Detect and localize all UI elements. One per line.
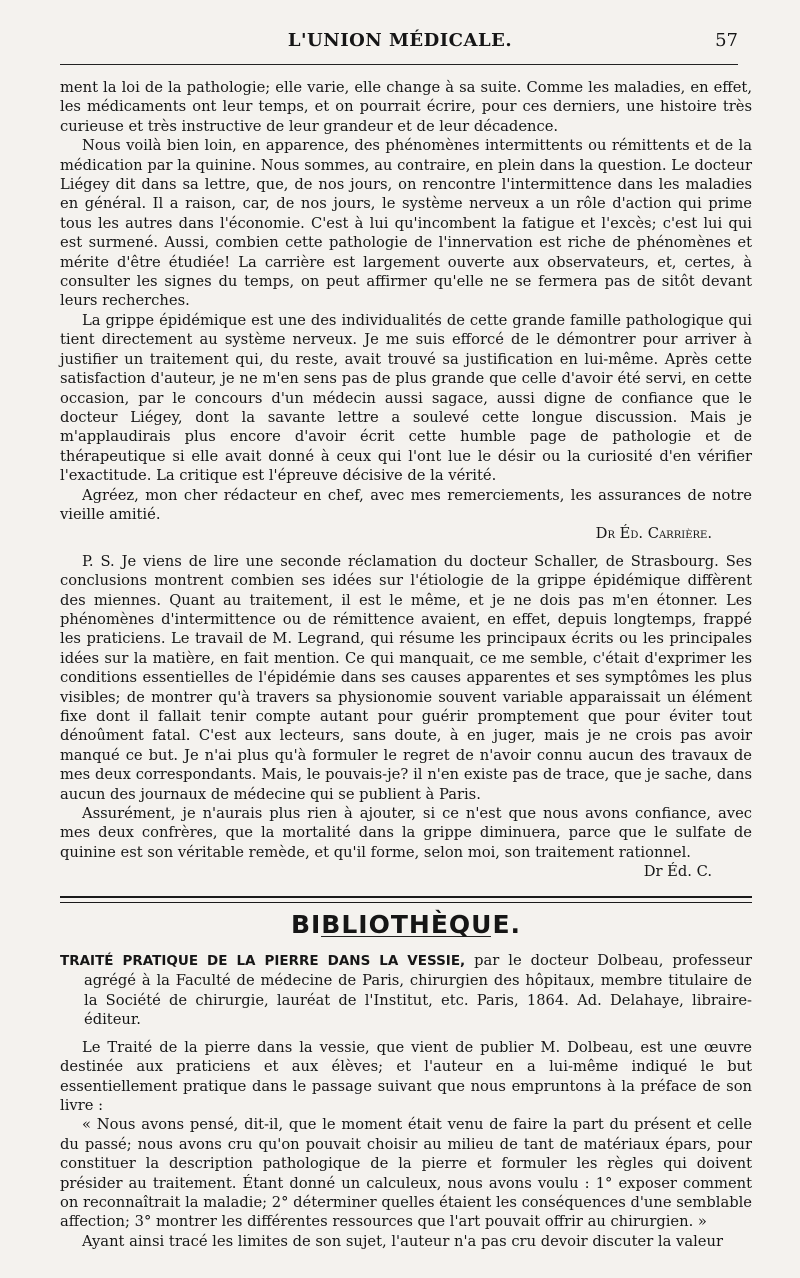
- paragraph: Nous voilà bien loin, en apparence, des phénomènes intermittents ou rémittents et de la médication par la quinine. Nous sommes, au contraire, en plein dans la question. Le docteur Liégey dit dans sa lettre, que, de nos jours, on rencontre l'intermittence dans les maladies en général. Il a raison, car, de nos jours, le système nerveux a un rôle d'action qui prime tous les autres dans l'économie. C'est à lui qu'incombent la fatigue et l'excès; c'est lui qui est surmené. Aussi, combien cette pathologie de l'innervation est riche de phénomènes et mérite d'être étudiée! La carrière est largement ouverte aux observateurs, et, certes, à consulter les signes du temps, on peut affirmer qu'elle ne se fermera pas de sitôt devant leurs recherches.: [60, 137, 752, 310]
- section-divider: [60, 896, 752, 903]
- review-paragraph: « Nous avons pensé, dit-il, que le moment était venu de faire la part du présent et celle du passé; nous avons cru qu'on pouvait choisir au milieu de tant de matériaux épars, pour constituer la description pathologique de la pierre et formuler les règles qui doivent présider au traitement. Étant donné un calculeux, nous avons voulu : 1° exposer comment on reconnaîtrait la maladie; 2° déterminer quelles étaient les conséquences d'une semblable affection; 3° montrer les différentes ressources que l'art pouvait offrir au chirurgien. »: [60, 1116, 752, 1231]
- book-reference: [60, 951, 752, 1030]
- running-head: [62, 28, 738, 54]
- book-details: par le docteur Dolbeau, professeur agrégé à la Faculté de médecine de Paris, chirurgien des hôpitaux, membre titulaire de la Société de chirurgie, lauréat de l'Institut, etc. Paris, 1864. Ad. Delahaye, libraire-éditeur.: [84, 952, 752, 1029]
- review-paragraph: Ayant ainsi tracé les limites de son sujet, l'auteur n'a pas cru devoir discuter la valeur: [82, 1232, 723, 1250]
- review-paragraph: Le Traité de la pierre dans la vessie, que vient de publier M. Dolbeau, est une œuvre destinée aux praticiens et aux élèves; et l'auteur en a lui-même indiqué le but essentiellement pratique dans le passage suivant que nous empruntons à la préface de son livre :: [60, 1038, 752, 1114]
- header-rule: [60, 64, 738, 65]
- book-title: TRAITÉ PRATIQUE DE LA PIERRE DANS LA VESSIE,: [60, 953, 466, 970]
- section-title: BIBLIOTHÈQUE.: [290, 909, 522, 939]
- paragraph: Agréez, mon cher rédacteur en chef, avec mes remerciements, les assurances de notre vieille amitié.: [60, 486, 752, 523]
- paragraph: ment la loi de la pathologie; elle varie, elle change à sa suite. Comme les maladies, en effet, les médicaments ont leur temps, et on pourrait écrire, pour ces derniers, une histoire très curieuse et très instructive de leur grandeur et de leur décadence.: [60, 79, 752, 135]
- journal-title: L'UNION MÉDICALE.: [287, 30, 513, 51]
- page-number: 57: [715, 30, 738, 51]
- postscript-paragraph: P. S. Je viens de lire une seconde réclamation du docteur Schaller, de Strasbourg. Ses conclusions montrent combien ses idées sur l'étiologie de la grippe épidémique diffèrent des miennes. Quant au traitement, il est le même, et je ne dois pas m'en étonner. Les phénomènes d'intermittence ou de rémittence avaient, en effet, depuis longtemps, frappé les praticiens. Le travail de M. Legrand, qui résume les principaux écrits ou les principales idées sur la matière, en fait mention. Ce qui manquait, ce me semble, c'était d'exprimer les conditions essentielles de l'épidémie dans ses causes apparentes et ses symptômes les plus visibles; de montrer qu'à travers sa physionomie souvent variable apparaissait un élément fixe dont il fallait tenir compte autant pour guérir promptement que pour éviter tout dénoûment fatal. C'est aux lecteurs, sans doute, à en juger, mais je ne crois pas avoir manqué ce but. Je n'ai plus qu'à formuler le regret de n'avoir connu aucun des travaux de mes deux correspondants. Mais, le pouvais-je? il n'en existe pas de trace, que je sache, dans aucun des journaux de médecine qui se publient à Paris.: [60, 552, 752, 803]
- postscript-paragraph: Assurément, je n'aurais plus rien à ajouter, si ce n'est que nous avons confiance, avec mes deux confrères, que la mortalité dans la grippe diminuera, parce que le sulfate de quinine est son véritable remède, et qu'il forme, selon moi, son traitement rationnel.: [60, 805, 752, 861]
- signature: Dr Éd. Carrière.: [595, 525, 712, 543]
- paragraph: La grippe épidémique est une des individualités de cette grande famille pathologique qui tient directement au système nerveux. Je me suis efforcé de le démontrer pour arriver à justifier un traitement qui, du reste, avait trouvé sa justification en lui-même. Après cette satisfaction d'auteur, je ne m'en sens pas de plus grande que celle d'avoir été servi, en cette occasion, par le concours d'un médecin aussi sagace, aussi digne de confiance que le docteur Liégey, dont la savante lettre a soulevé cette longue discussion. Mais je m'applaudirais plus encore d'avoir écrit cette humble page de pathologie et de thérapeutique si elle avait donné à ceux qui l'ont lue le désir ou la curiosité d'en vérifier l'exactitude. La critique est l'épreuve décisive de la vérité.: [60, 311, 752, 485]
- article-body: [60, 78, 752, 1251]
- signature: Dr Éd. C.: [643, 863, 712, 881]
